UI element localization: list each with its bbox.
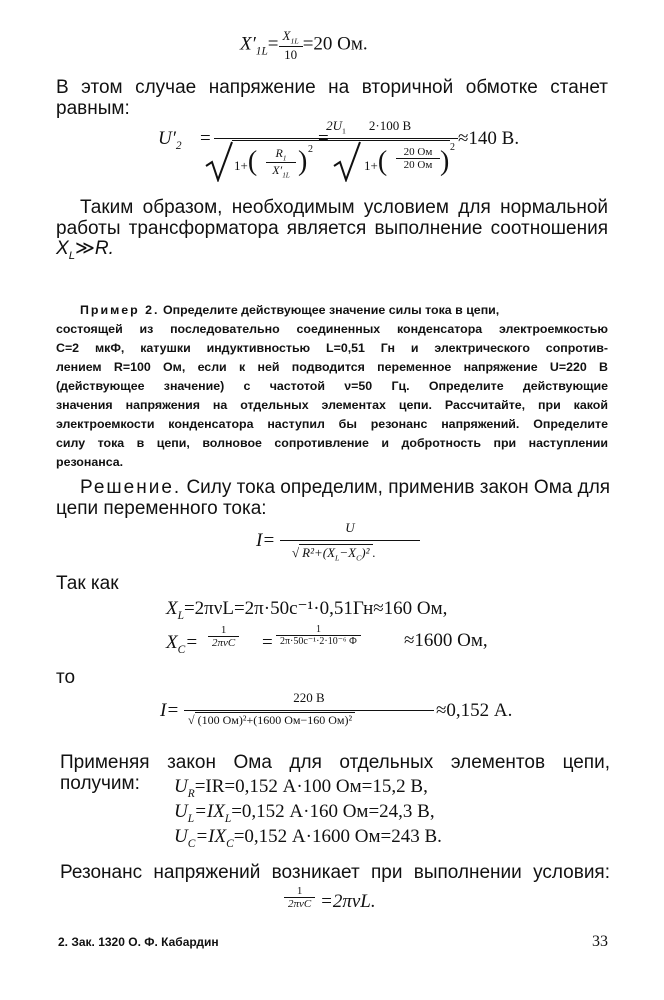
example-line5: (действующее значение) с частотой ν=50 Гц. Определите действующие (56, 379, 608, 393)
sqrt-icon (204, 140, 234, 182)
solution-label: Решение. (80, 477, 182, 498)
paragraph-2-line1: Таким образом, необходимым условием для нормальной (80, 197, 608, 218)
eq6-num: 220 В (293, 690, 325, 705)
equation-4: $X_L=2\pi\nu L=2\pi\cdot 50с^{-1}\cdot 0,51Гн\approx 160$ Ом, (166, 598, 448, 622)
solution-line2: цепи переменного тока: (56, 498, 267, 519)
eq1-rhs: =20 Ом. (302, 33, 368, 55)
example-line4: лением R=100 Ом, если к ней подводится переменное напряжение U=220 В (56, 360, 608, 374)
eq5-num2: 1 (315, 624, 321, 635)
equation-7-row2: $U_L=IX_L=0,152$ А·160 Ом=24,3 В, (174, 801, 435, 825)
example-line8: силу тока в цепи, волновое сопротивление и добротность при наступлении (56, 436, 608, 450)
eq3-den-end: C (356, 553, 362, 563)
equation-3: I= U √ $R^2+(X_L-X_C)^2$ . (256, 520, 426, 570)
eq5-rhs: ≈1600 Ом, (404, 630, 488, 651)
tak-kak: Так как (56, 573, 119, 594)
paragraph-1-line2: равным: (56, 98, 130, 119)
eq6-rhs: ≈0,152 А. (436, 700, 513, 721)
eq7-r2: =IX (194, 801, 225, 822)
equation-7-row1: $U_R=IR=0,152$ А·100 Ом=15,2 В, (174, 776, 428, 800)
eq4-text: =2πνL=2π·50с⁻¹·0,51Гн≈160 Ом, (183, 598, 448, 619)
example-line1-text: Определите действующее значение силы тока в цепи, (162, 303, 500, 317)
eq3-num: U (345, 520, 355, 535)
eq7-r1: =IR=0,152 А·100 Ом=15,2 В, (194, 776, 428, 797)
equation-8 (284, 885, 404, 925)
solution-line1-text: Силу тока определим, применив закон Ома для (186, 477, 611, 498)
paragraph-4: Резонанс напряжений возникает при выполнении условия: (60, 862, 610, 883)
eq8-num: 1 (296, 885, 303, 897)
solution-line1 (80, 477, 611, 498)
eq1-den: 10 (279, 46, 303, 63)
example-line6: значения напряжения на отдельных элементах цепи. Рассчитайте, при какой (56, 398, 608, 412)
eq3-den-b: −X (339, 545, 357, 560)
eq6-den: (100 Ом)²+(1600 Ом−160 Ом)² (195, 712, 356, 728)
eq1-lhs-sub: 1L (255, 45, 268, 58)
eq5-den: 2πνC (208, 636, 239, 649)
example-line7: электроемкости конденсатора наступил бы резонанс напряжений. Определите (56, 417, 608, 431)
equation-6: I= 220 В √ (100 Ом)²+(1600 Ом−160 Ом)² ≈0,152 А. (160, 690, 513, 727)
p2-x: X (56, 238, 69, 259)
eq1-num: X (282, 28, 291, 43)
eq7-r3: =IX (195, 826, 227, 847)
eq7-r3b: =0,152 А·1600 Ом=243 В. (233, 826, 442, 847)
example-line3: C=2 мкФ, катушки индуктивностью L=0,51 Гн и электрического сопротив- (56, 341, 608, 355)
eq2-num-b: 2·100 В (368, 118, 412, 133)
eq2-lhs: U′ (158, 128, 176, 149)
eq3-lhs: I= (256, 530, 276, 551)
equation-7-row3: $U_C=IX_C=0,152$ А·1600 Ом=243 В. (174, 826, 442, 850)
eq1-num-sub: 1L (290, 36, 299, 46)
eq3-den-close: )² (361, 545, 370, 560)
eq2-num-a: 2U (326, 118, 342, 133)
equation-5: $X_C=$ 1 2πνC = 1 2π·50с⁻¹·2·10⁻⁶ Ф ≈1600 Ом, (166, 624, 488, 656)
example-line9: резонанса. (56, 455, 124, 469)
eq1-lhs: X′ (240, 33, 256, 55)
eq2-num-a-sub: 1 (341, 126, 346, 136)
eq7-r2b: =0,152 А·160 Ом=24,3 В, (231, 801, 435, 822)
eq5-den2: 2π·50с⁻¹·2·10⁻⁶ Ф (276, 635, 361, 647)
to: то (56, 667, 76, 688)
equation-1: $X'_{1L}=$ $\frac{X_{1L}}{10}$ =20 Ом. (240, 28, 368, 62)
paragraph-2-line3: $X_L≫R$. (56, 238, 114, 262)
paragraph-3: Применяя закон Ома для отдельных элементов цепи, получим: (60, 752, 610, 794)
paragraph-1-line1: В этом случае напряжение на вторичной обмотке станет (56, 77, 608, 98)
footer-signature: 2. Зак. 1320 О. Ф. Кабардин (58, 935, 219, 949)
eq8-rhs: =2πνL. (320, 891, 376, 912)
paragraph-2-line2: работы трансформатора является выполнение соотношения (56, 218, 608, 239)
eq5-num: 1 (220, 624, 227, 636)
page-number: 33 (592, 933, 608, 950)
eq2-lhs-sub: 2 (175, 139, 182, 152)
eq3-den-mid: L (335, 553, 340, 563)
example-label: Пример 2. (80, 303, 160, 317)
sqrt-icon-2 (332, 140, 362, 182)
eq8-den: 2πνC (284, 897, 315, 910)
eq3-den: R²+(X (302, 545, 336, 560)
example-line2: состоящей из последовательно соединенных конденсатора электроемкостью (56, 322, 608, 336)
eq2-rhs: ≈140 В. (458, 128, 520, 149)
